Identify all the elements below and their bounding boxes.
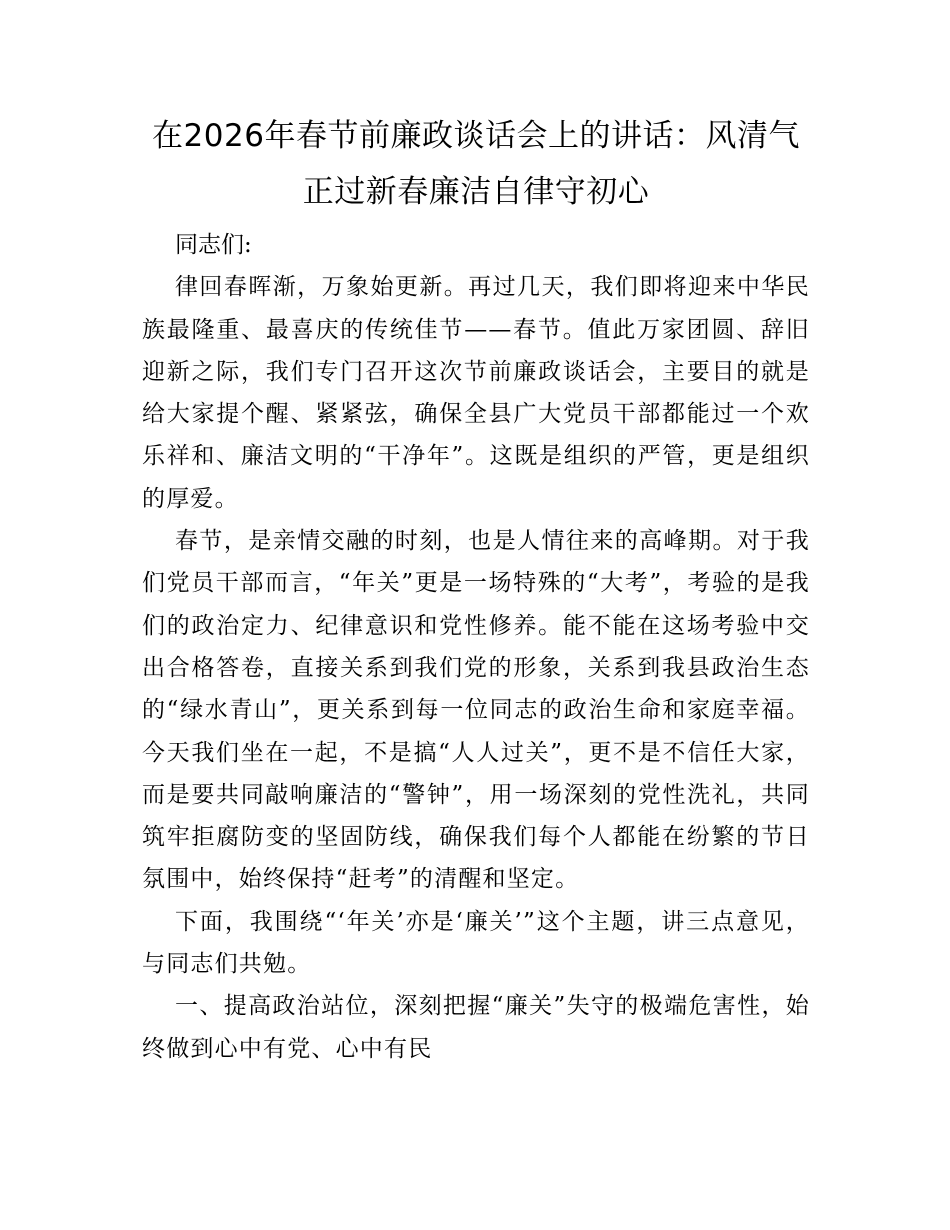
paragraph-theme: 下面，我围绕“‘年关’亦是‘廉关’”这个主题，讲三点意见，与同志们共勉。	[142, 908, 810, 978]
document-title	[142, 108, 810, 220]
paragraph-intro: 律回春晖渐，万象始更新。再过几天，我们即将迎来中华民族最隆重、最喜庆的传统佳节——春节。值此万家团圆、辞旧迎新之际，我们专门召开这次节前廉政谈话会，主要目的就是给大家提个醒、紧紧弦，确保全县广大党员干部都能过一个欢乐祥和、廉洁文明的“干净年”。这既是组织的严管，更是组织的厚爱。	[142, 274, 810, 512]
salutation: 同志们:	[175, 232, 252, 258]
title-line-1: 在2026年春节前廉政谈话会上的讲话：风清气	[152, 118, 800, 154]
document-page	[142, 108, 810, 1070]
title-line-2: 正过新春廉洁自律守初心	[302, 174, 650, 210]
section-heading-1: 一、提高政治站位，深刻把握“廉关”失守的极端危害性，始终做到心中有党、心中有民	[142, 993, 810, 1062]
paragraph-spring-festival: 春节，是亲情交融的时刻，也是人情往来的高峰期。对于我们党员干部而言，“年关”更是一场特殊的“大考”，考验的是我们的政治定力、纪律意识和党性修养。能不能在这场考验中交出合格答卷，直接关系到我们党的形象，关系到我县政治生态的“绿水青山”，更关系到每一位同志的政治生命和家庭幸福。今天我们坐在一起，不是搞“人人过关”，更不是不信任大家，而是要共同敲响廉洁的“警钟”，用一场深刻的党性洗礼，共同筑牢拒腐防变的坚固防线，确保我们每个人都能在纷繁的节日氛围中，始终保持“赶考”的清醒和坚定。	[142, 528, 810, 893]
document-body	[142, 224, 810, 1070]
